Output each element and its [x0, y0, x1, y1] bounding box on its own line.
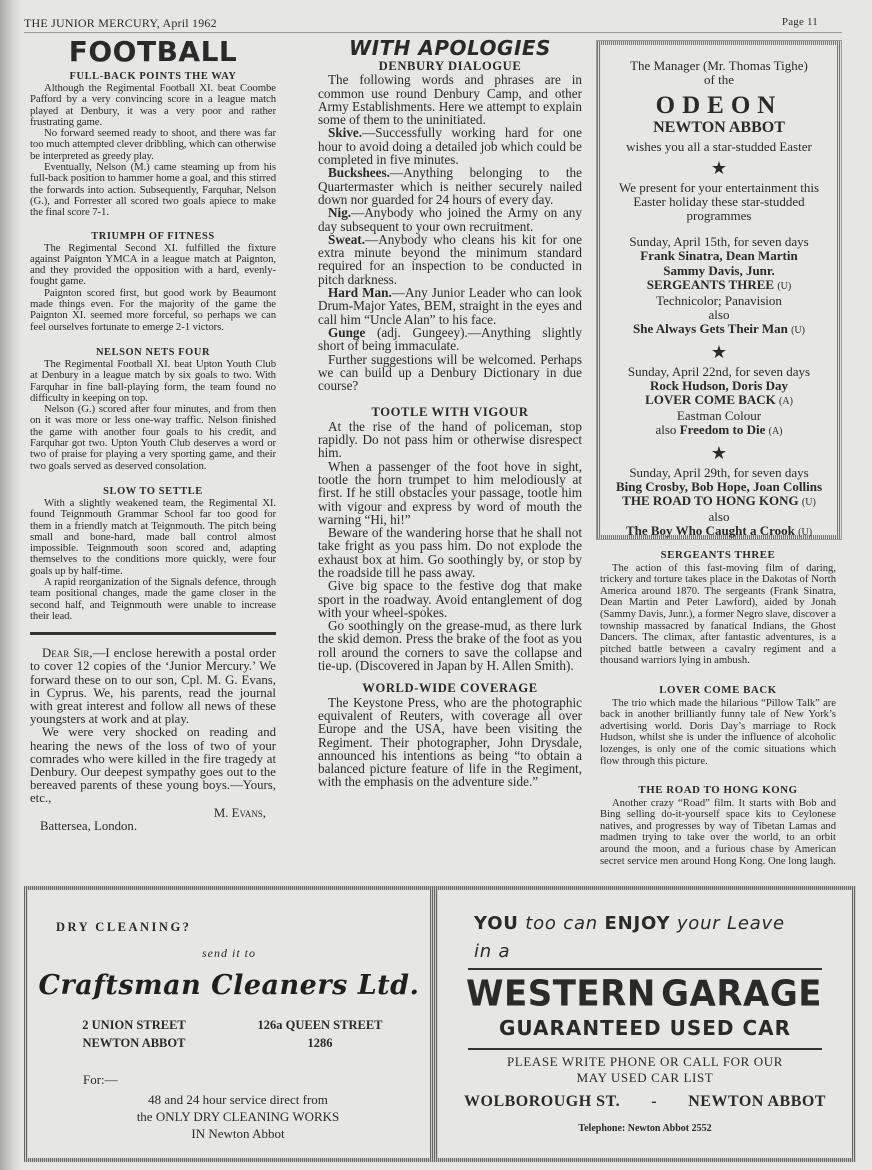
western-garage-advert [434, 886, 856, 1162]
programme-film: THE ROAD TO HONG KONG [622, 493, 799, 509]
article-paragraph: Beware of the wandering horse that he shall not take fright as you pass him. Do not explode the exhaust box at him. Go soothingly by, or stop by the roadside till he pass away. [318, 525, 582, 580]
programme-format: Technicolor; Panavision [656, 293, 782, 309]
article-paragraph: When a passenger of the foot hove in sight, tootle the horn trumpet to him melodiously at first. If he still obstacles your passage, tootle him with vigour and express by word of mouth the warning “Hi, hi!” [318, 458, 582, 527]
article-paragraph: The Regimental Second XI. fulfilled the fixture against Paignton YMCA in a league match at Paignton, and they provided the opposition with a hard, evenly-fought game. [30, 241, 276, 288]
glossary-entry [318, 166, 582, 206]
odeon-advert [597, 41, 841, 539]
address-town: NEWTON ABBOT [688, 1093, 826, 1110]
star-icon: ★ [710, 157, 728, 178]
page-header [24, 14, 842, 33]
service-line: the ONLY DRY CLEANING WORKS [136, 1109, 340, 1124]
glossary-term: Hard Man. [328, 285, 392, 301]
ad-tagline [474, 910, 785, 966]
article-paragraph: At the rise of the hand of policeman, stop rapidly. Do not pass him or otherwise disrespect him. [318, 418, 582, 461]
tagline-word: in a [474, 941, 511, 962]
article-paragraph: Although the Regimental Football XI. beat Coombe Pafford by a very convincing score in a league match played at Denbury, it was a very poor and rather frustrating game. [30, 82, 276, 128]
article-heading: TRIUMPH OF FITNESS [91, 230, 215, 242]
football-column [30, 36, 276, 833]
review-heading: SERGEANTS THREE [660, 549, 776, 561]
phone-number: 1286 [307, 1036, 333, 1050]
letter-place: Battersea, London. [40, 818, 138, 833]
article-paragraph: Nelson (G.) scored after four minutes, and from then on it was more or less one-way traffic. Nelson finished the game with another four goals to his credit, and Farquhar got two. Upton Youth Club deserves a word or two of praise for playing a very sporting game, and their two goals served as deserved consolation. [30, 403, 276, 472]
address-line: 126a QUEEN STREET [257, 1018, 383, 1032]
company-name-logo: Craftsman Cleaners Ltd. [38, 970, 420, 1001]
football-article [30, 347, 276, 472]
programme-also: also [708, 307, 730, 323]
glossary-term: Gunge [328, 324, 366, 340]
tagline-word: ENJOY [604, 913, 671, 934]
odeon-manager: The Manager (Mr. Thomas Tighe) [630, 58, 808, 73]
article-paragraph: The following words and phrases are in common use round Denbury Camp, and other Army Establishments. Here we attempt to explain some of them to the uninitiated. [318, 72, 582, 128]
article-heading: SLOW TO SETTLE [103, 485, 203, 497]
odeon-name: ODEON [655, 92, 783, 120]
garage-telephone: Telephone: Newton Abbot 2552 [578, 1123, 712, 1134]
glossary-term: Sweat. [328, 231, 365, 247]
programme-support: The Boy Who Caught a Crook [625, 523, 795, 539]
programme [609, 466, 829, 541]
glossary-definition: —Anybody who cleans his kit for one extra minute beyond the minimum standard required for an inspection to be conducted in pitch darkness. [318, 231, 582, 287]
address-line: NEWTON ABBOT [82, 1036, 186, 1050]
football-title: FOOTBALL [68, 35, 238, 68]
odeon-of-the: of the [704, 72, 734, 88]
review-text: The trio which made the hilarious “Pillow Talk” are back in another brilliantly funny tale of New York’s advertising world. Doris Day’s marriage to Rock Hudson, whilst she is under the influence of alcoholic lozenges, is only one of the comic situations which flow through this picture. [600, 697, 836, 767]
programme-cert: (U) [777, 280, 792, 292]
letter-salutation: Dear Sir, [42, 646, 93, 661]
address-street: WOLBOROUGH ST. [464, 1093, 621, 1110]
review-text: The action of this fast-moving film of daring, trickery and torture takes place in the Dakotas of North America around 1870. The sergeants (Frank Sinatra, Dean Martin and Peter Lawford), aided by Jonah (Sammy Davis, Junr.), a former Negro slave, discover a township massacred by fanatical Indians, the Ghost Dancers. The climax, after fantastic adventures, is a pitched battle between a cavalry regiment and a thousand warriors lying in ambush. [600, 562, 836, 667]
programme-stars: Rock Hudson, Doris Day [650, 377, 788, 393]
article-heading: TOOTLE WITH VIGOUR [371, 405, 529, 420]
page-number: Page 11 [781, 16, 818, 28]
divider-line [468, 968, 822, 970]
glossary-definition: —Anybody who joined the Army on any day subsequent to your own recruitment. [318, 205, 582, 234]
glossary-definition: —Anything belonging to the Quartermaster which is neither securely nailed down nor guarded for 24 hours of every day. [318, 165, 582, 207]
article-heading: DENBURY DIALOGUE [378, 59, 522, 73]
programme-support-cert: (A) [768, 426, 783, 438]
glossary-entry [318, 286, 582, 326]
ad-service-text [88, 1091, 388, 1142]
football-article [30, 486, 276, 622]
glossary-entry [318, 326, 582, 353]
article-paragraph: The Keystone Press, who are the photographic equivalent of Reuters, with coverage all over Europe and the USA, have been visiting the Regiment. Their photographer, John Drysdale, announced his intentions as being “to obtain a balanced picture feature of life in the Regiment, with the emphasis on the adventure side.” [318, 694, 582, 790]
address-union-street [74, 1016, 194, 1052]
article-paragraph: Paignton scored first, but good work by Beaumont made things even. For the majority of the game the Paignton XI. seemed more forceful, so perhaps we can feel ourselves fortunate to emerge 2-1 victors. [30, 286, 276, 333]
star-icon: ★ [710, 442, 728, 463]
odeon-town: NEWTON ABBOT [653, 119, 785, 137]
address-queen-street [250, 1016, 390, 1052]
programme [609, 365, 829, 440]
article-heading: WORLD-WIDE COVERAGE [362, 681, 538, 696]
service-line: IN Newton Abbot [191, 1126, 285, 1141]
glossary-definition: —Successfully working hard for one hour to avoid doing a detailed job which could be completed in five minutes. [318, 125, 582, 168]
garage-name [466, 973, 822, 1015]
programme [609, 235, 829, 338]
football-article [30, 71, 276, 219]
divider-line [468, 1048, 822, 1050]
letter-paragraph: —I enclose herewith a postal order to cover 12 copies of the ‘Junior Mercury.’ We forward these on to our son, Cpl. M. G. Evans, in Cyprus. We, his parents, read the journal with great interest and follow all news of these youngsters at work and at play. [30, 646, 276, 727]
address-separator: - [651, 1093, 658, 1110]
glossary-term: Skive. [328, 125, 363, 141]
programme-film: SERGEANTS THREE [646, 276, 775, 292]
programme-date: Sunday, April 15th, for seven days [629, 234, 809, 250]
programme-support-cert: (U) [791, 325, 805, 337]
article-paragraph: Give big space to the festive dog that make sport in the roadway. Avoid entanglement of dog with your wheel-spokes. [318, 578, 582, 620]
programme-date: Sunday, April 29th, for seven days [629, 464, 809, 480]
programme-stars: Bing Crosby, Bob Hope, Joan Collins [615, 478, 822, 494]
article-heading: NELSON NETS FOUR [95, 346, 211, 358]
programme-cert: (U) [801, 497, 816, 509]
programme-also: also [708, 509, 730, 525]
programme-film: LOVER COME BACK [645, 392, 776, 408]
tagline-word: YOU [474, 913, 519, 934]
review-heading: THE ROAD TO HONG KONG [638, 784, 798, 797]
letter-paragraph: We were very shocked on reading and hearing the news of the loss of two of your comrades who were killed in the fire tragedy at Denbury. Our deepest sympathy goes out to the bereaved parents of these young boys.—Yours, etc., [30, 725, 276, 806]
glossary-term: Nig. [328, 205, 352, 221]
tagline-word: too can [525, 913, 598, 934]
programme-support: She Always Gets Their Man [633, 321, 788, 337]
letter-signature: M. Evans, [213, 805, 266, 820]
article-paragraph: Go soothingly on the grease-mud, as there lurk the skid demon. Press the brake of the foot as you roll around the corners to save the collapse and tie-up. (Discovered in Japan by H. Allen Smith). [318, 618, 582, 674]
service-line: 48 and 24 hour service direct from [148, 1092, 328, 1107]
ad-for-label: For:— [83, 1072, 118, 1087]
review-text: Another crazy “Road” film. It starts with Bob and Bing selling do-it-yourself space kits to Ceylonese natives, and progresses by way of Tibetan Lamas and madmen trying to take over the world, to an orbit around the moon, and a furious chase by American secret service men around Hong Kong. One long laugh. [600, 797, 836, 867]
glossary-definition: (adj. Gungeey).—Anything slightly short of being immaculate. [318, 324, 582, 354]
tagline-word: your Leave [676, 913, 785, 934]
glossary-entry [318, 126, 582, 166]
article-paragraph: With a slightly weakened team, the Regimental XI. found Teignmouth Grammar School far too good for them in a friendly match at Teignmouth. The pitch being small and bone-hard, made ball control almost impossible. Teignmouth soon scored and, adapting themselves to the conditions more quickly, were four goals up by half-time. [30, 496, 276, 577]
programme-also: also [655, 422, 677, 438]
review-heading: LOVER COME BACK [659, 683, 777, 696]
publication-line: THE JUNIOR MERCURY, April 1962 [24, 16, 217, 30]
football-article [30, 231, 276, 333]
address-line: 2 UNION STREET [82, 1018, 186, 1032]
reader-letter [30, 647, 276, 833]
cta-line: PLEASE WRITE PHONE OR CALL FOR OUR [506, 1054, 784, 1069]
craftsman-cleaners-advert [24, 886, 434, 1162]
article-paragraph: No forward seemed ready to shoot, and there was far too much attempted clever dribbling, which can otherwise be interpreted as greedy play. [30, 127, 276, 162]
garage-name-word: GARAGE [661, 973, 822, 1015]
garage-address [464, 1093, 826, 1111]
odeon-wishes: wishes you all a star-studded Easter [626, 139, 812, 155]
star-icon: ★ [710, 341, 728, 362]
article-paragraph: Eventually, Nelson (M.) came steaming up from his full-back position to hammer home a goal, and this stirred the forwards into action. Subsequently, Farquhar, Nelson (G.), and Forrester all scored two goals apiece to make the final score 7-1. [30, 161, 276, 219]
article-paragraph: Further suggestions will be welcomed. Perhaps we can build up a Denbury Dictionary in due course? [318, 351, 582, 394]
cta-line: MAY USED CAR LIST [576, 1070, 714, 1085]
apologies-column [318, 36, 582, 789]
programme-stars: Frank Sinatra, Dean Martin Sammy Davis, Junr. [640, 248, 798, 278]
ad-question: DRY CLEANING? [56, 920, 192, 934]
section-divider [30, 632, 276, 635]
programme-cert: (A) [779, 396, 793, 408]
ad-call-to-action [458, 1054, 832, 1086]
odeon-present: We present for your entertainment this Easter holiday these star-studded programmes [618, 179, 820, 224]
ad-subtitle: GUARANTEED USED CAR [498, 1016, 792, 1040]
article-paragraph: A rapid reorganization of the Signals defence, through team positional changes, made the game closer in the second half, and Teignmouth were unable to increase their lead. [30, 575, 276, 622]
film-reviews [600, 550, 836, 867]
programme-support-cert: (U) [798, 527, 813, 539]
page-binding-shadow [0, 0, 22, 1170]
ad-send-it-to: send it to [202, 946, 256, 960]
garage-name-word: WESTERN [466, 973, 656, 1015]
programme-date: Sunday, April 22nd, for seven days [627, 363, 811, 379]
glossary-entry [318, 206, 582, 233]
glossary-term: Buckshees. [328, 165, 390, 181]
programme-support: Freedom to Die [679, 422, 766, 438]
article-paragraph: The Regimental Football XI. beat Upton Youth Club at Denbury in a league match by six goals to two. With Farquhar in fine ball-playing form, the team found no difficulty in keeping on top. [30, 357, 276, 404]
glossary-definition: —Any Junior Leader who can look Drum-Major Yates, BEM, straight in the eyes and call him “Uncle Alan” to his face. [318, 285, 582, 327]
programme-format: Eastman Colour [676, 408, 762, 424]
article-heading: FULL-BACK POINTS THE WAY [69, 71, 237, 82]
apologies-title: WITH APOLOGIES [349, 36, 551, 60]
glossary-entry [318, 233, 582, 286]
